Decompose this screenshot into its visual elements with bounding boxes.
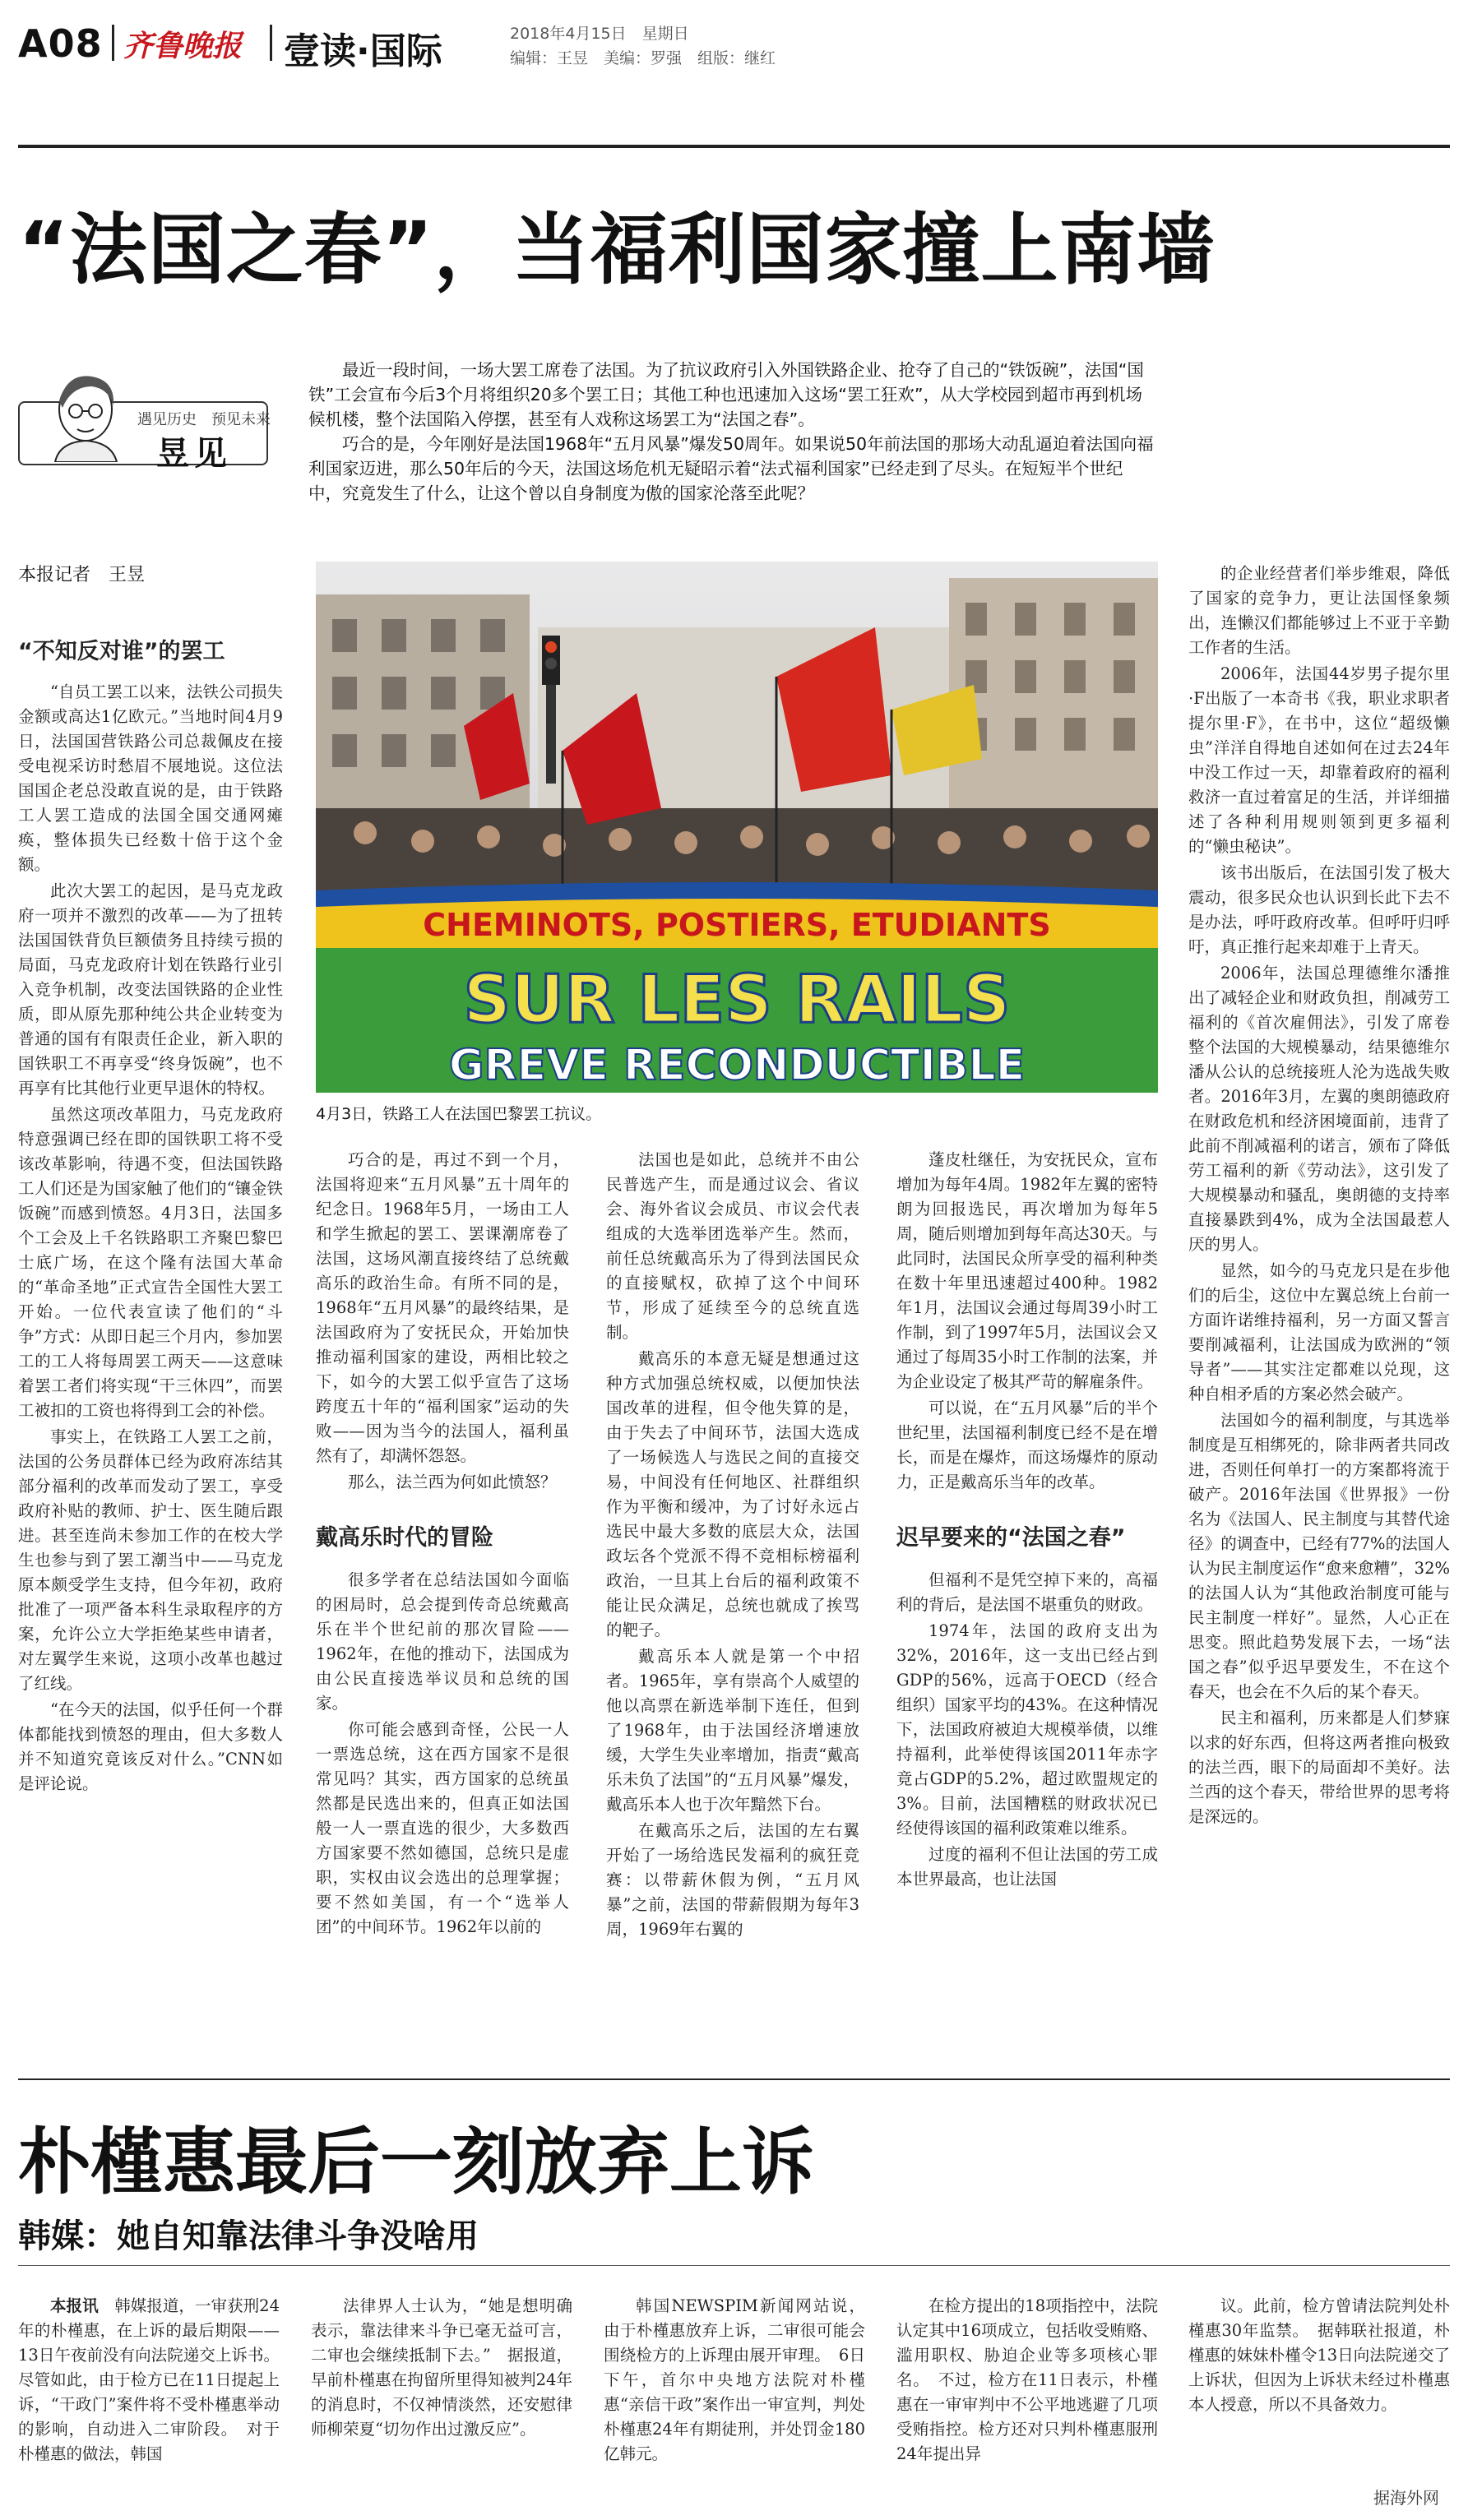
divider: [270, 25, 272, 61]
page-number: A08: [18, 21, 103, 66]
brief-column-4: [896, 2294, 1158, 2468]
main-headline: “法国之春”，当福利国家撞上南墙: [18, 206, 1216, 295]
article-divider: [18, 2078, 1450, 2080]
paragraph: “自员工罢工以来，法铁公司损失金额或高达1亿欧元。”当地时间4月9日，法国国营铁路公司总裁佩皮在接受电视采访时愁眉不展地说。这位法国国企老总没敢直说的是，由于铁路工人罢工造成的法国全国交通网瘫痪，整体损失已经数十倍于这个金额。: [18, 682, 283, 874]
lead-paragraph: 巧合的是，今年刚好是法国1968年“五月风暴”爆发50周年。如果说50年前法国的那场大动乱逼迫着法国向福利国家迈进，那么50年后的今天，法国这场危机无疑昭示着“法式福利国家”已经走到了尽头。在短短半个世纪中，究竟发生了什么，让这个曾以自身制度为傲的国家沦落至此呢？: [308, 434, 1154, 503]
byline: 本报记者 王昱: [18, 565, 146, 585]
article-column-4: [896, 1148, 1158, 1893]
lead-paragraphs: [308, 358, 1155, 506]
paragraph: 该书出版后，在法国引发了极大震动，很多民众也认识到长此下去不是办法，呼吁政府改革。但呼吁归呼吁，真正推行起来却难于上青天。: [1188, 863, 1450, 956]
article-column-2: [316, 1148, 569, 1941]
brief-column-1: [18, 2294, 280, 2468]
protest-photo: [316, 562, 1158, 1093]
paragraph: 1974年，法国的政府支出为32%，2016年，这一支出已经占到GDP的56%，远高于OECD（经合组织）国家平均的43%。在这种情况下，法国政府被迫大规模举债，以维持福利，此举使得该国2011年赤字竟占GDP的5.2%，超过欧盟规定的3%。目前，法国糟糕的财政状况已经使得该国的福利政策难以维系。: [896, 1621, 1158, 1838]
source-credit: 据海外网: [1373, 2488, 1439, 2508]
newspaper-logo: 齐鲁晚报: [123, 29, 243, 63]
paragraph: 韩国NEWSPIM新闻网站说，由于朴槿惠放弃上诉，二审很可能会围绕检方的上诉理由展开审理。 6日下午，首尔中央地方法院对朴槿惠“亲信干政”案作出一审宣判，判处朴槿惠24年有期徒刑，并处罚金180亿韩元。: [604, 2296, 865, 2463]
svg-text:CHEMINOTS, POSTIERS, ETUDIANTS: CHEMINOTS, POSTIERS, ETUDIANTS: [423, 907, 1051, 943]
paragraph: 显然，如今的马克龙只是在步他们的后尘，这位中左翼总统上台前一方面许诺维持福利，另一方面又誓言要削减福利，让法国成为欧洲的“领导者”——其实注定都难以兑现，这种自相矛盾的方案必然会破产。: [1188, 1261, 1450, 1403]
subhead-rule: [18, 2265, 1450, 2266]
subhead-3: 迟早要来的“法国之春”: [896, 1525, 1126, 1551]
paragraph: 戴高乐的本意无疑是想通过这种方式加强总统权威，以便加快法国改革的进程，但令他失算的是，由于失去了中间环节，法国大选成了一场候选人与选民之间的直接交易，中间没有任何地区、社群组织作为平衡和缓冲，为了讨好永远占选民中最大多数的底层大众，法国政坛各个党派不得不竞相标榜福利政治，一旦其上台后的福利政策不能让民众满足，总统也就成了挨骂的靶子。: [606, 1349, 859, 1639]
paragraph: 可以说，在“五月风暴”后的半个世纪里，法国福利制度已经不是在增长，而是在爆炸，而这场爆炸的原动力，正是戴高乐当年的改革。: [896, 1399, 1158, 1491]
paragraph: 民主和福利，历来都是人们梦寐以求的好东西，但将这两者推向极致的法兰西，眼下的局面却不美好。法兰西的这个春天，带给世界的思考将是深远的。: [1188, 1709, 1450, 1826]
article-column-5: [1188, 562, 1450, 1831]
paragraph: 此次大罢工的起因，是马克龙政府一项并不激烈的改革——为了扭转法国国铁背负巨额债务且持续亏损的局面，马克龙政府计划在铁路行业引入竞争机制，改变法国铁路的企业性质，即从原先那种纯公共企业转变为普通的国有有限责任企业，新入职的国铁职工不再享受“终身饭碗”，也不再享有比其他行业更早退休的特权。: [18, 881, 283, 1098]
paragraph: 在检方提出的18项指控中，法院认定其中16项成立，包括收受贿赂、滥用职权、胁迫企业等多项核心罪名。 不过，检方在11日表示，朴槿惠在一审审判中不公平地逃避了几项受贿指控。检方还对只判朴槿惠服刑24年提出异: [896, 2296, 1158, 2463]
paragraph: 在戴高乐之后，法国的左右翼开始了一场给选民发福利的疯狂竞赛：以带薪休假为例，“五月风暴”之前，法国的带薪假期为每年3周，1969年右翼的: [606, 1821, 859, 1939]
paragraph: 的企业经营者们举步维艰，降低了国家的竞争力，更让法国怪象频出，连懒汉们都能够过上不亚于辛勤工作者的生活。: [1188, 564, 1450, 657]
issue-date: 2018年4月15日 星期日: [510, 25, 689, 43]
paragraph: 事实上，在铁路工人罢工之前，法国的公务员群体已经为政府冻结其部分福利的改革而发动了罢工，享受政府补贴的教师、护士、医生随后跟进。甚至连尚未参加工作的在校大学生也参与到了罢工潮当中——马克龙原本颇受学生支持，但今年初，政府批准了一项严备本科生录取程序的方案，允许公立大学拒绝某些申请者，对左翼学生来说，这项小改革也越过了红线。: [18, 1427, 283, 1693]
paragraph: 那么，法兰西为何如此愤怒？: [348, 1473, 557, 1491]
article-column-3: [606, 1148, 859, 1944]
paragraph: 戴高乐本人就是第一个中招者。1965年，享有崇高个人威望的他以高票在新选举制下连任，但到了1968年，由于法国经济增速放缓，大学生失业率增加，指责“戴高乐未负了法国”的“五月风暴”爆发，戴高乐本人也于次年黯然下台。: [606, 1647, 859, 1814]
svg-text:GREVE RECONDUCTIBLE: GREVE RECONDUCTIBLE: [448, 1041, 1026, 1090]
paragraph: 虽然这项改革阻力，马克龙政府特意强调已经在即的国铁职工将不受该改革影响，待遇不变，但法国铁路工人们还是为国家触了他们的“镶金铁饭碗”而感到愤怒。4月3日，法国多个工会及上千名铁路职工齐聚巴黎巴士底广场，在这个隆有法国大革命的“革命圣地”正式宣告全国性大罢工开始。一位代表宣读了他们的“斗争”方式：从即日起三个月内，参加罢工的工人将每周罢工两天——这意味着罢工者们将实现“干三休四”，而罢工被扣的工资也将得到工会的补偿。: [18, 1105, 283, 1420]
second-subhead: 韩媒：她自知靠法律斗争没啥用: [18, 2217, 479, 2255]
paragraph: 过度的福利不但让法国的劳工成本世界最高，也让法国: [896, 1845, 1158, 1889]
section-title: 壹读·国际: [284, 30, 442, 72]
brief-column-3: [604, 2294, 865, 2468]
masthead-rule: [18, 145, 1450, 148]
paragraph: 你可能会感到奇怪，公民一人一票选总统，这在西方国家不是很常见吗？其实，西方国家的总统虽然都是民选出来的，但真正如法国般一人一票直选的很少，大多数西方国家要不然如德国，总统只是虚职，实权由议会选出的总理掌握；要不然如美国，有一个“选举人团”的中间环节。1962年以前的: [316, 1720, 569, 1936]
subhead-2: 戴高乐时代的冒险: [316, 1525, 493, 1551]
paragraph: 很多学者在总结法国如今面临的困局时，总会提到传奇总统戴高乐在半个世纪前的那次冒险——1962年，在他的推动下，法国成为由公民直接选举议员和总统的国家。: [316, 1570, 569, 1713]
column-badge: [18, 368, 271, 473]
brief-column-5: [1188, 2294, 1450, 2419]
svg-text:SUR LES RAILS: SUR LES RAILS: [463, 961, 1011, 1038]
paragraph: “在今天的法国，似乎任何一个群体都能找到愤怒的理由，但大多数人并不知道究竟该反对什么。”CNN如是评论说。: [18, 1700, 283, 1793]
subhead-1: “不知反对谁”的罢工: [18, 639, 225, 664]
paragraph: 但福利不是凭空掉下来的，高福利的背后，是法国不堪重负的财政。: [896, 1570, 1158, 1614]
paragraph: 法律界人士认为，“她是想明确表示，靠法律来斗争已毫无益可言，二审也会继续抵制下去。” 据报道，早前朴槿惠在拘留所里得知被判24年的消息时，不仅神情淡然，还安慰律师柳荣夏“切勿作出过激反应”。: [311, 2296, 572, 2439]
paragraph: 2006年，法国总理德维尔潘推出了减轻企业和财政负担，削减劳工福利的《首次雇佣法》，引发了席卷整个法国的大规模暴动，结果德维尔潘从公认的总统接班人沦为选战失败者。2016年3月，左翼的奥朗德政府在财政危机和经济困境面前，违背了此前不削减福利的诺言，颁布了降低劳工福利的新《劳动法》，这引发了大规模暴动和骚乱，奥朗德的支持率直接暴跌到4%，成为全法国最惹人厌的男人。: [1188, 964, 1450, 1254]
columnist-portrait-icon: [43, 368, 125, 462]
lead-paragraph: 最近一段时间，一场大罢工席卷了法国。为了抗议政府引入外国铁路企业、抢夺了自己的“铁饭碗”，法国“国铁”工会宣布今后3个月将组织20多个罢工日；其他工种也迅速加入这场“罢工狂欢”，从大学校园到超市再到机场候机楼，整个法国陷入停摆，甚至有人戏称这场罢工为“法国之春”。: [308, 360, 1144, 429]
paragraph: 议。此前，检方曾请法院判处朴槿惠30年监禁。 据韩联社报道，朴槿惠的妹妹朴槿令13日向法院递交了上诉状，但因为上诉状未经过朴槿惠本人授意，所以不具备效力。: [1188, 2296, 1450, 2414]
paragraph: 法国如今的福利制度，与其选举制度是互相绑死的，除非两者共同改进，否则任何单打一的方案都将流于破产。2016年法国《世界报》一份名为《法国人、民主制度与其替代途径》的调查中，已经有77%的法国人认为民主制度运作“愈来愈糟”，32%的法国人认为“其他政治制度可能与民主制度一样好”。显然，人心正在思变。照此趋势发展下去，一场“法国之春”似乎迟早要发生，不在这个春天，也会在不久后的某个春天。: [1188, 1411, 1450, 1701]
second-headline: 朴槿惠最后一刻放弃上诉: [18, 2120, 815, 2204]
paragraph: [18, 2294, 280, 2467]
paragraph: 蓬皮杜继任，为安抚民众，宣布增加为每年4周。1982年左翼的密特朗为回报选民，再次增加为每年5周，随后则增加到每年高达30天。与此同时，法国民众所享受的福利种类在数十年里迅速超过400种。1982年1月，法国议会通过每周39小时工作制，到了1997年5月，法国议会又通过了每周35小时工作制的法案，并为企业设定了极其严苛的解雇条件。: [896, 1150, 1158, 1391]
paragraph-text: 韩媒报道，一审获刑24年的朴槿惠，在上诉的最后期限——13日午夜前没有向法院递交上诉书。尽管如此，由于检方已在11日提起上诉，“干政门”案件将不受朴槿惠举动的影响，自动进入二审阶段。 对于朴槿惠的做法，韩国: [18, 2296, 280, 2463]
paragraph: 法国也是如此，总统并不由公民普选产生，而是通过议会、省议会、海外省议会成员、市议会代表组成的大选举团选举产生。然而，前任总统戴高乐为了得到法国民众的直接赋权，砍掉了这个中间环节，形成了延续至今的总统直选制。: [606, 1150, 859, 1342]
brief-column-2: [311, 2294, 572, 2444]
paragraph: 巧合的是，再过不到一个月，法国将迎来“五月风暴”五十周年的纪念日。1968年5月，一场由工人和学生掀起的罢工、罢课潮席卷了法国，这场风潮直接终结了总统戴高乐的政治生命。有所不同的是，1968年“五月风暴”的最终结果，是法国政府为了安抚民众，开始加快推动福利国家的建设，两相比较之下，如今的大罢工似乎宣告了这场跨度五十年的“福利国家”运动的失败——因为当今的法国人，福利虽然有了，却满怀怨怒。: [316, 1150, 569, 1465]
paragraph: 2006年，法国44岁男子提尔里·F出版了一本奇书《我，职业求职者提尔里·F》，在书中，这位“超级懒虫”洋洋自得地自述如何在过去24年中没工作过一天，却靠着政府的福利救济一直过着富足的生活，并详细描述了各种利用规则领到更多福利的“懒虫秘诀”。: [1188, 664, 1450, 856]
column-title: 昱见: [156, 434, 232, 473]
byline-tag: 本报讯: [50, 2296, 99, 2315]
divider: [112, 25, 114, 61]
article-column-1: [18, 633, 283, 1798]
photo-caption: 4月3日，铁路工人在法国巴黎罢工抗议。: [316, 1105, 602, 1123]
column-tagline: 遇见历史 预见未来: [137, 411, 271, 428]
editors-credit: 编辑：王昱 美编：罗强 组版：继红: [510, 49, 776, 67]
